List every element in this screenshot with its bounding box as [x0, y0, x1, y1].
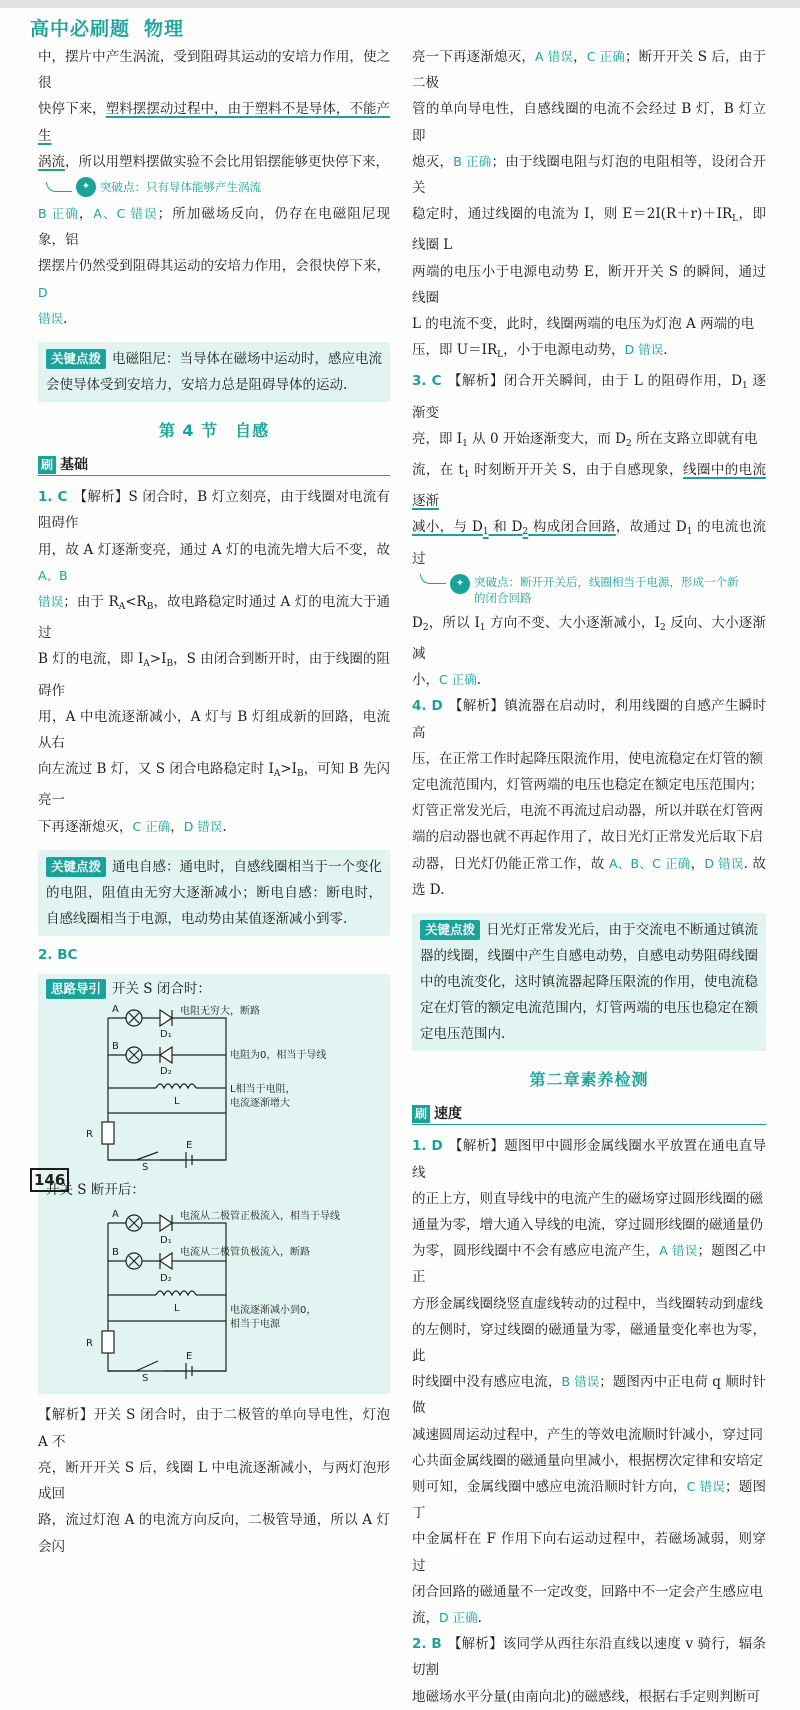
- answer-line: 为零，圆形线圈中不会有感应电流产生，A 错误；题图乙中正: [412, 1243, 767, 1286]
- svg-text:电流逐渐减小到0，: 电流逐渐减小到0，: [230, 1305, 317, 1317]
- answer-line: 用，A 中电流逐渐减小，A 灯与 B 灯组成新的回路，电流从右: [38, 708, 390, 752]
- answer-line: 灯管正常发光后，电流不再流过启动器，所以并联在灯管两: [412, 803, 763, 820]
- answer-line: 通量为零，增大通入导线的电流，穿过圆形线圈的磁通量仍: [412, 1216, 763, 1233]
- svg-text:B: B: [112, 1247, 119, 1259]
- intro-line: 错误.: [38, 310, 68, 327]
- answer-line: 定电流范围内，灯管两端的电压也稳定在额定电压范围内；: [412, 777, 763, 794]
- answer-line: 端的启动器也就不再起作用了，故日光灯正常发光后取下启: [412, 829, 763, 846]
- answer-line: 时线圈中没有感应电流，B 错误；题图丙中正电荷 q 顺时针做: [412, 1374, 766, 1417]
- answer-line: 稳定时，通过线圈的电流为 I，则 $E=2I(R+r)+IR_L$，即线圈 L: [412, 206, 767, 254]
- answer-line: 两端的电压小于电源电动势 E，断开开关 S 的瞬间，通过线圈: [412, 263, 766, 306]
- page-number: 146: [30, 1168, 69, 1192]
- speed-subhead: 刷 速度: [412, 1103, 766, 1125]
- svg-text:电流从二极管正极流入，相当于导线: 电流从二极管正极流入，相当于导线: [180, 1211, 340, 1223]
- answer-line: 4. D 【解析】镇流器在启动时，利用线圈的自感产生瞬时高: [412, 698, 767, 741]
- key-point-tag: 关键点拨: [46, 349, 106, 369]
- svg-text:R: R: [86, 1129, 93, 1141]
- answer-line: 下再逐渐熄灭，C 正确，D 错误.: [38, 818, 227, 835]
- key-point-text: 通电自感：通电时，自感线圈相当于一个变化的电阻，阻值由无穷大逐渐减小；断电自感：断电时，自感线圈相当于电源，电动势由某值逐渐减小到零.: [46, 858, 383, 927]
- breakthrough-icon: ✦: [76, 177, 96, 197]
- answer-line: 减小，与 $D_1$ 和 $D_2$ 构成闭合回路，故通过 $D_1$ 的电流也流过: [412, 519, 766, 567]
- answer-line: $D_2$，所以 $I_1$ 方向不变、大小逐渐减小，$I_2$ 反向、大小逐渐减: [412, 614, 767, 663]
- answer-line: 压，即 $U=IR_L$，小于电源电动势，D 错误.: [412, 342, 668, 361]
- svg-text:D₂: D₂: [160, 1066, 172, 1078]
- svg-text:R: R: [86, 1338, 93, 1350]
- svg-text:D₂: D₂: [160, 1273, 172, 1285]
- answer-line: 中金属杆在 F 作用下向右运动过程中，若磁场减弱，则穿过: [412, 1531, 766, 1574]
- answer-line: 方形金属线圈绕竖直虚线转动的过程中，当线圈转动到虚线: [412, 1295, 763, 1312]
- tip-arrow-icon: [46, 182, 72, 192]
- svg-text:S: S: [142, 1162, 149, 1174]
- intro-line: 摆摆片仍然受到阻碍其运动的安培力作用，会很快停下来，D: [38, 258, 390, 300]
- answer-line: 闭合回路的磁通量不一定改变，回路中不一定会产生感应电: [412, 1583, 763, 1600]
- answer-line: 流，D 正确.: [412, 1609, 482, 1626]
- svg-text:E: E: [186, 1351, 193, 1363]
- answer-line: 亮一下再逐渐熄灭，A 错误，C 正确；断开开关 S 后，由于二极: [412, 49, 767, 92]
- answer-line: 向左流过 B 灯，又 S 闭合电路稳定时 $I_A>I_B$，可知 B 先闪亮一: [38, 761, 390, 809]
- answer-line: 的正上方，则直导线中的电流产生的磁场穿过圆形线圈的磁: [412, 1190, 763, 1207]
- thinking-guide-box: 思路导引 开关 S 闭合时： A B D₁ D₂ L R E S 电阻无穷大，断路 电阻为0，相当于导线 L相当于电阻， 电流逐渐增大 开关 S 断开后： A B D₁ D₂ L R E S 电流从二极管正极流入，相当于导线 电流从二极管负极流入，断路 电流逐渐减小到0， 相当于电源: [38, 974, 390, 1394]
- answer-line: 用，故 A 灯逐渐变亮，通过 A 灯的电流先增大后不变，故 A、B: [38, 541, 390, 583]
- answer-line: 1. C 【解析】S 闭合时，B 灯立刻亮，由于线圈对电流有阻碍作: [38, 489, 390, 532]
- answer-line: 错误；由于 $R_A<R_B$，故电路稳定时通过 A 灯的电流大于通过: [38, 594, 390, 642]
- intro-line: 快停下来，塑料摆摆动过程中，由于塑料不是导体，不能产生: [38, 101, 391, 144]
- section-title: 第 4 节 自感: [158, 421, 270, 441]
- breakthrough-icon: ✦: [450, 574, 470, 594]
- key-point-box: [38, 850, 390, 936]
- key-point-text: 日光灯正常发光后，由于交流电不断通过镇流器的线圈，线圈中产生自感电动势，自感电动势阻碍线圈中的电流变化，这时镇流器起降压限流的作用，使电流稳定在灯管的额定电流范围内，灯管两端的电压也稳定在额定电压范围内.: [420, 922, 758, 1043]
- svg-text:相当于电源: 相当于电源: [230, 1319, 280, 1331]
- svg-text:D₁: D₁: [160, 1235, 172, 1247]
- answer-line: 流，在 $t_1$ 时刻断开开关 S，由于自感现象，线圈中的电流逐渐: [412, 462, 767, 510]
- svg-text:电流从二极管负极流入，断路: 电流从二极管负极流入，断路: [180, 1247, 310, 1259]
- svg-text:A: A: [112, 1004, 119, 1016]
- answer-line: 的左侧时，穿过线圈的磁通量为零，磁通量变化率也为零，此: [412, 1321, 766, 1364]
- key-point-box: [38, 342, 390, 402]
- answer-line: B 灯的电流，即 $I_A>I_B$，S 由闭合到断开时，由于线圈的阻碍作: [38, 651, 390, 699]
- book-title: 高中必刷题: [30, 18, 131, 40]
- answer-line: L 的电流不变，此时，线圈两端的电压为灯泡 A 两端的电: [412, 316, 755, 333]
- answer-line: 则可知，金属线圈中感应电流沿顺时针方向，C 错误；题图丁: [412, 1478, 767, 1522]
- svg-text:S: S: [142, 1373, 149, 1385]
- intro-line: 涡流，所以用塑料摆做实验不会比用铝摆能够更快停下来，: [38, 153, 389, 170]
- key-point-box: [412, 913, 766, 1051]
- answer-line: 亮，即 $I_1$ 从 0 开始逐渐变大，而 $D_2$ 所在支路立即就有电: [412, 430, 758, 449]
- brush-icon: 刷: [38, 456, 56, 474]
- answer-line: 【解析】开关 S 闭合时，由于二极管的单向导电性，灯泡 A 不: [38, 1407, 390, 1450]
- answer-line: 1. D 【解析】题图甲中圆形金属线圈水平放置在通电直导线: [412, 1138, 767, 1181]
- answer-line: 路，流过灯泡 A 的电流方向反向，二极管导通，所以 A 灯会闪: [38, 1512, 390, 1555]
- answer-line: 地磁场水平分量(由南向北)的磁感线，根据右手定则判断可: [412, 1688, 761, 1705]
- chapter-title: 第二章素养检测: [529, 1070, 649, 1090]
- key-point-tag: 关键点拨: [420, 920, 480, 940]
- answer-line: 管的单向导电性，自感线圈的电流不会经过 B 灯，B 灯立即: [412, 101, 766, 144]
- basic-subhead: 刷 基础: [38, 454, 390, 476]
- top-bar: [0, 0, 800, 8]
- answer-line: 熄灭，B 正确；由于线圈电阻与灯泡的电阻相等，设闭合开关: [412, 153, 766, 197]
- subject-title: 物理: [144, 18, 185, 40]
- breakthrough-tip: ✦ 突破点：只有导体能够产生涡流: [46, 177, 390, 197]
- answer-line: 亮，断开开关 S 后，线圈 L 中电流逐渐减小，与两灯泡形成回: [38, 1459, 390, 1503]
- circuit-closed-diagram: [46, 1000, 382, 1174]
- svg-text:电阻为0，相当于导线: 电阻为0，相当于导线: [230, 1050, 327, 1062]
- svg-text:D₁: D₁: [160, 1029, 172, 1041]
- key-point-tag: 关键点拨: [46, 857, 106, 877]
- svg-text:L: L: [174, 1096, 180, 1108]
- svg-text:L相当于电阻，: L相当于电阻，: [230, 1084, 296, 1096]
- svg-text:B: B: [112, 1041, 119, 1053]
- svg-text:电流逐渐增大: 电流逐渐增大: [230, 1098, 290, 1110]
- svg-text:E: E: [186, 1140, 193, 1152]
- answer-line: 小，C 正确.: [412, 672, 481, 689]
- answer-line: 压，在正常工作时起降压限流作用，使电流稳定在灯管的额: [412, 750, 763, 767]
- key-point-text: 电磁阻尼：当导体在磁场中运动时，感应电流会使导体受到安培力，安培力总是阻碍导体的运动.: [46, 351, 383, 394]
- answer-line: 动器，日光灯仍能正常工作，故 A、B、C 正确，D 错误. 故选 D.: [412, 855, 766, 898]
- answer-line: 2. BC: [38, 946, 78, 963]
- svg-text:A: A: [112, 1209, 119, 1221]
- answer-line: 3. C 【解析】闭合开关瞬间，由于 L 的阻碍作用，$D_1$ 逐渐变: [412, 373, 766, 421]
- thinking-guide-tag: 思路导引: [46, 979, 106, 999]
- breakthrough-tip: ✦ 突破点：断开开关后，线圈相当于电源，形成一个新 的闭合回路: [420, 574, 766, 606]
- tip-arrow-icon: [420, 574, 446, 584]
- svg-text:L: L: [174, 1303, 180, 1315]
- answer-line: 2. B 【解析】该同学从西往东沿直线以速度 v 骑行，辐条切割: [412, 1636, 766, 1679]
- brush-icon: 刷: [412, 1105, 430, 1123]
- circuit-open-diagram: [46, 1201, 382, 1385]
- svg-text:电阻无穷大，断路: 电阻无穷大，断路: [180, 1006, 260, 1018]
- right-column: [412, 44, 766, 1710]
- answer-line: 心共面金属线圈的磁通量向里减小，根据楞次定律和安培定: [412, 1452, 763, 1469]
- after-switch-label: 开关 S 断开后：: [46, 1182, 145, 1199]
- intro-line: 中，摆片中产生涡流，受到阻碍其运动的安培力作用，使之很: [38, 49, 390, 92]
- answer-line: 减速圆周运动过程中，产生的等效电流顺时针减小，穿过同: [412, 1426, 763, 1443]
- left-column: [38, 44, 390, 1560]
- intro-line: B 正确，A、C 错误；所加磁场反向，仍存在电磁阻尼现象，铝: [38, 206, 390, 249]
- page-header: [30, 14, 184, 41]
